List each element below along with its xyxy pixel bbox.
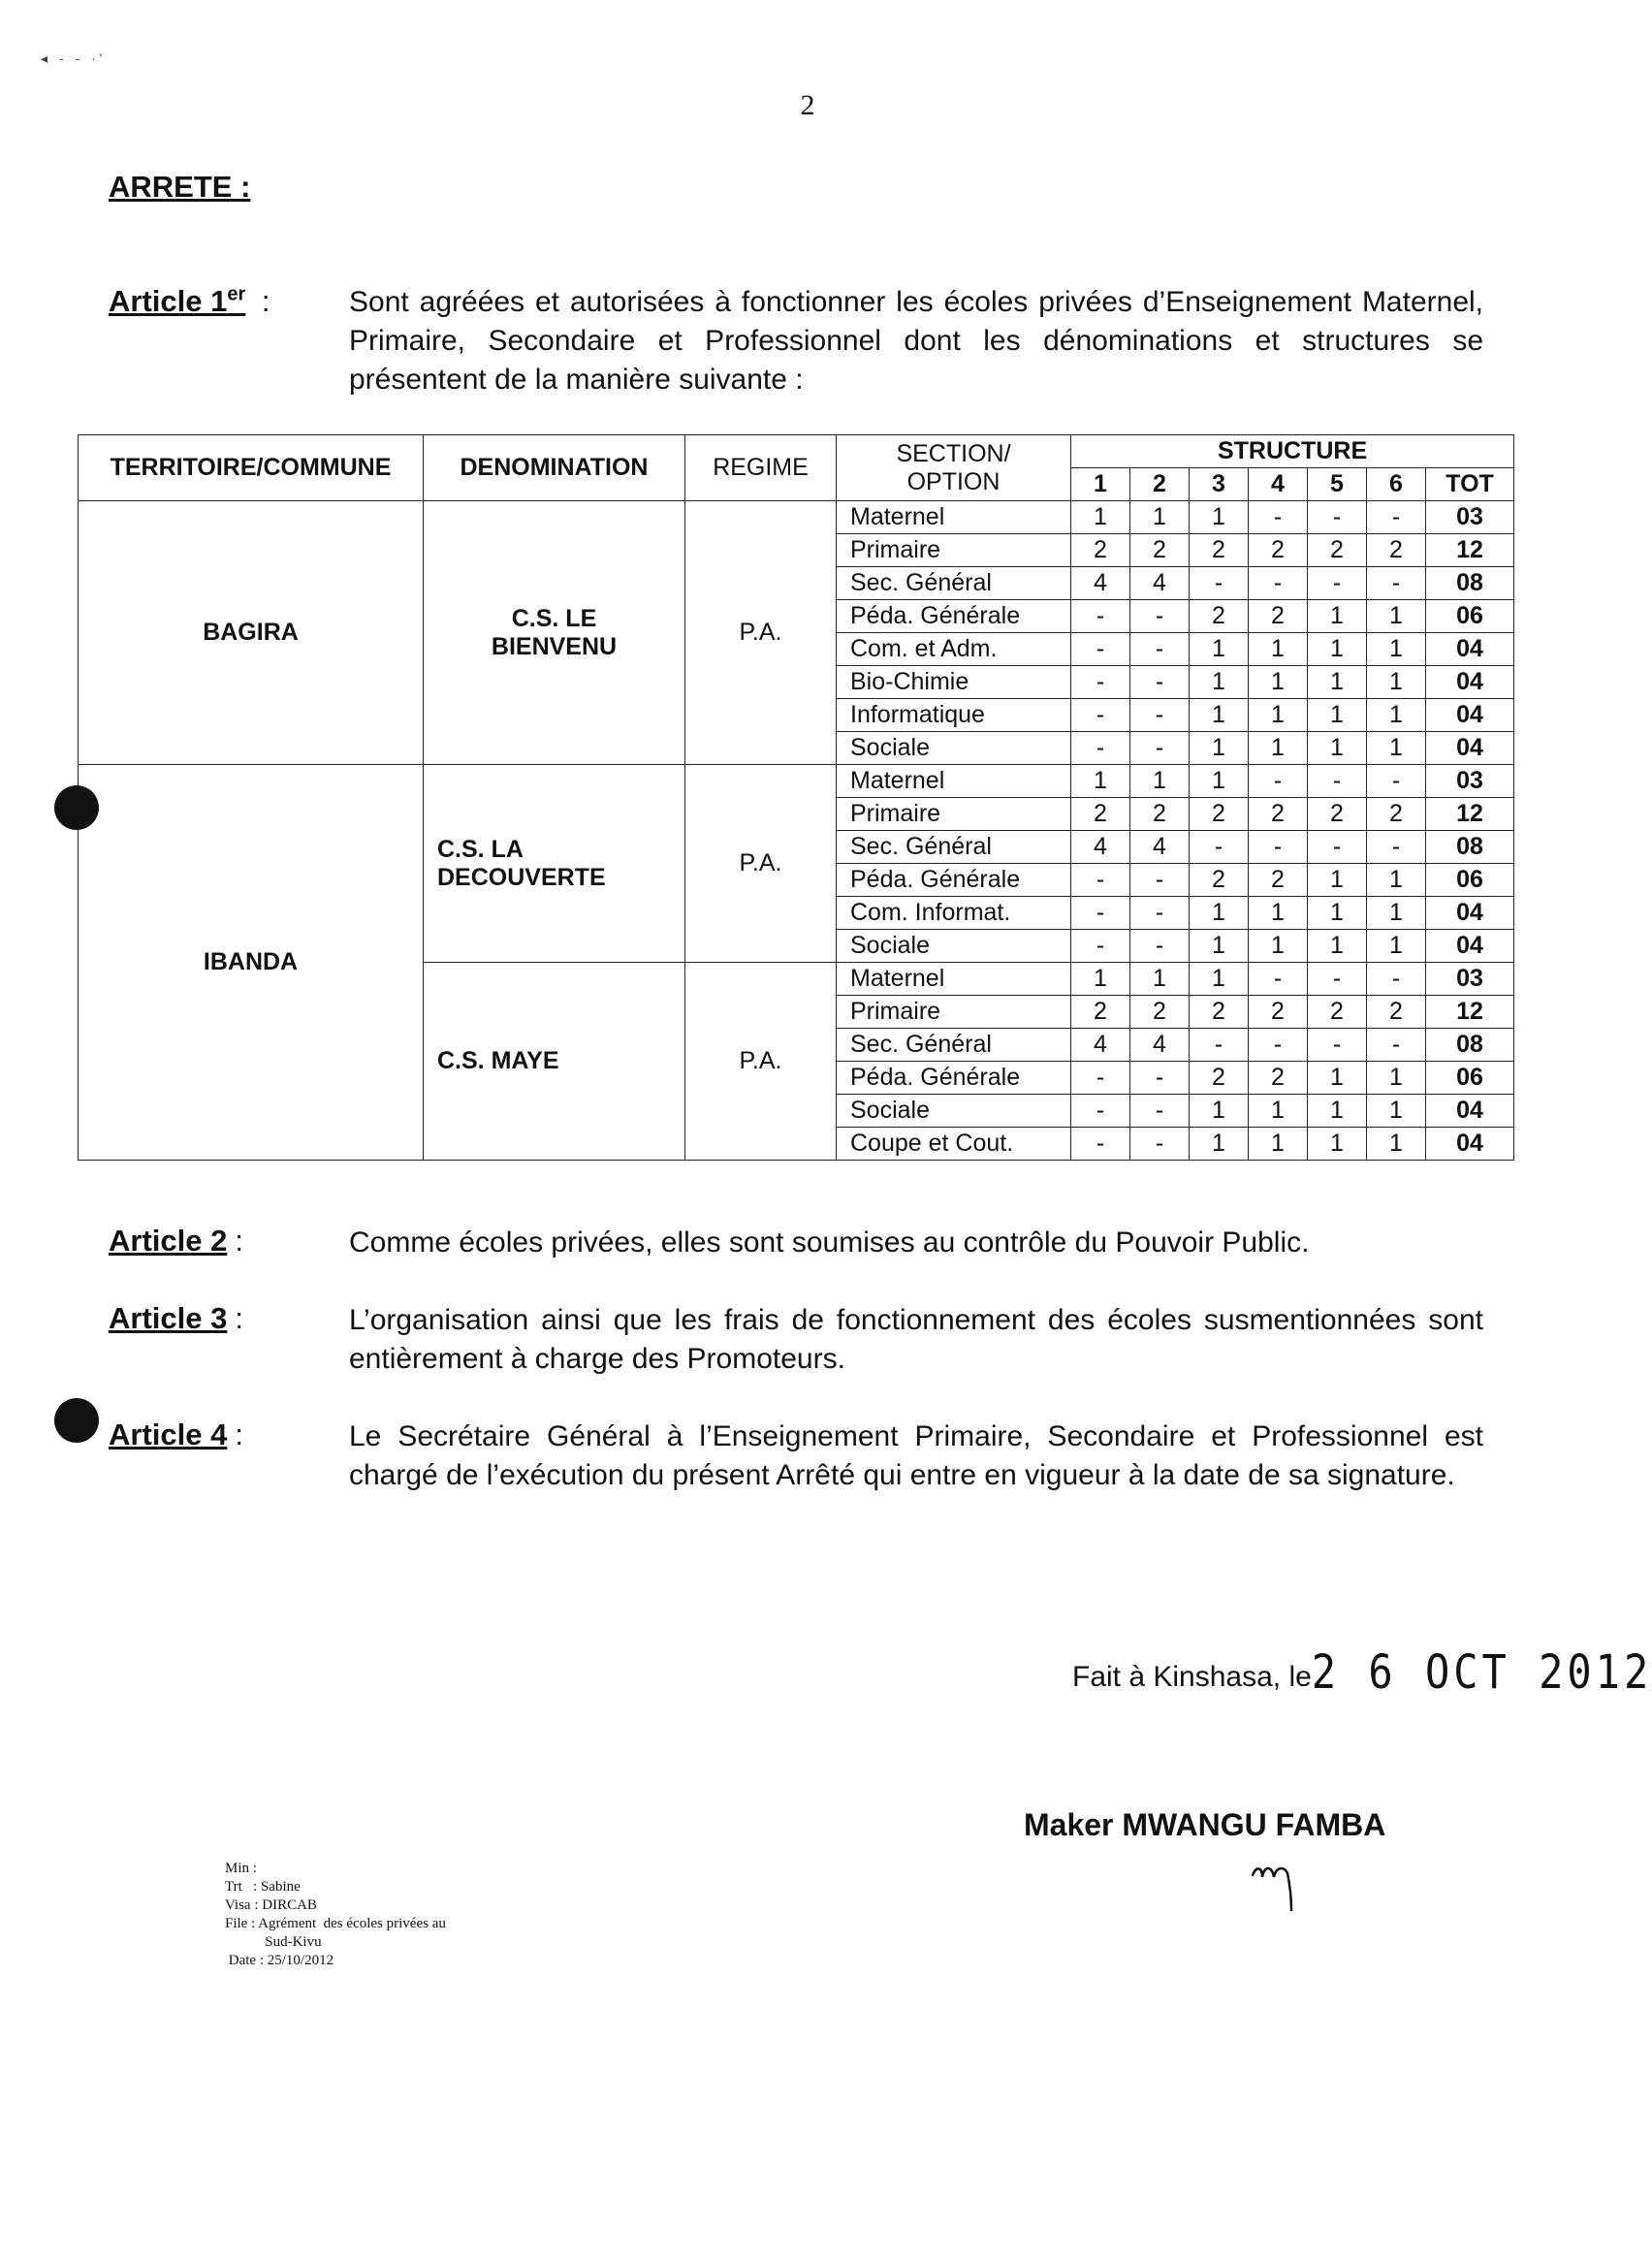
punch-hole-mark	[54, 785, 99, 830]
structure-cell: 2	[1071, 534, 1130, 567]
structure-cell: 1	[1190, 699, 1249, 732]
structure-cell: 1	[1308, 600, 1367, 633]
article-4-label: Article 4 :	[109, 1418, 243, 1451]
section-cell: Primaire	[837, 534, 1071, 567]
structure-cell: -	[1130, 930, 1190, 963]
structure-cell: 2	[1367, 798, 1426, 831]
regime-cell: P.A.	[685, 501, 837, 765]
total-cell: 06	[1426, 1062, 1514, 1095]
structure-cell: 1	[1367, 633, 1426, 666]
structure-cell: 1	[1190, 765, 1249, 798]
structure-cell: 1	[1190, 501, 1249, 534]
decree-heading: ARRETE :	[109, 170, 251, 204]
table-row	[79, 501, 1514, 534]
structure-cell: -	[1071, 600, 1130, 633]
section-cell: Maternel	[837, 765, 1071, 798]
scan-artifact: ◂ - - ·'	[41, 50, 107, 66]
structure-cell: 2	[1190, 534, 1249, 567]
structure-cell: 1	[1249, 930, 1308, 963]
structure-cell: 4	[1130, 567, 1190, 600]
structure-cell: -	[1308, 1029, 1367, 1062]
structure-cell: 1	[1190, 666, 1249, 699]
punch-hole-mark	[54, 1398, 99, 1443]
section-cell: Com. et Adm.	[837, 633, 1071, 666]
structure-cell: 2	[1367, 534, 1426, 567]
total-cell: 04	[1426, 930, 1514, 963]
structure-cell: -	[1367, 501, 1426, 534]
structure-cell: 1	[1249, 897, 1308, 930]
section-cell: Informatique	[837, 699, 1071, 732]
structure-cell: 2	[1249, 534, 1308, 567]
structure-cell: 1	[1367, 1095, 1426, 1128]
structure-cell: 2	[1249, 1062, 1308, 1095]
structure-cell: 2	[1190, 864, 1249, 897]
header-col-2: 2	[1130, 468, 1190, 501]
structure-cell: -	[1071, 633, 1130, 666]
structure-cell: 2	[1071, 996, 1130, 1029]
structure-cell: 2	[1190, 1062, 1249, 1095]
structure-cell: -	[1130, 897, 1190, 930]
article-3-label: Article 3 :	[109, 1301, 243, 1335]
footer-line: File : Agrément des écoles privées au	[225, 1916, 446, 1931]
section-cell: Primaire	[837, 798, 1071, 831]
structure-cell: 1	[1249, 633, 1308, 666]
territoire-cell: IBANDA	[79, 765, 424, 1161]
structure-cell: 2	[1249, 864, 1308, 897]
structure-cell: 2	[1308, 798, 1367, 831]
structure-cell: -	[1130, 732, 1190, 765]
total-cell: 04	[1426, 666, 1514, 699]
header-territoire: TERRITOIRE/COMMUNE	[79, 435, 424, 501]
structure-cell: 1	[1190, 963, 1249, 996]
footer-line: Date : 25/10/2012	[225, 1953, 334, 1968]
article-1-label: Article 1er :	[109, 284, 270, 319]
structure-cell: 1	[1249, 666, 1308, 699]
structure-cell: -	[1367, 831, 1426, 864]
section-cell: Péda. Générale	[837, 1062, 1071, 1095]
structure-cell: -	[1249, 831, 1308, 864]
structure-cell: 1	[1308, 1128, 1367, 1161]
total-cell: 06	[1426, 600, 1514, 633]
structure-cell: 1	[1308, 864, 1367, 897]
header-col-6: 6	[1367, 468, 1426, 501]
section-cell: Maternel	[837, 963, 1071, 996]
structure-cell: 2	[1190, 996, 1249, 1029]
structure-cell: 1	[1249, 699, 1308, 732]
structure-cell: 4	[1130, 831, 1190, 864]
structure-cell: -	[1190, 1029, 1249, 1062]
structure-cell: 1	[1367, 1128, 1426, 1161]
structure-cell: 1	[1367, 666, 1426, 699]
structure-cell: 1	[1308, 897, 1367, 930]
structure-cell: -	[1308, 765, 1367, 798]
structure-cell: 1	[1130, 765, 1190, 798]
footer-line: Sud-Kivu	[225, 1934, 322, 1950]
structure-cell: 1	[1190, 930, 1249, 963]
structure-cell: 2	[1130, 798, 1190, 831]
structure-cell: 1	[1308, 633, 1367, 666]
section-cell: Coupe et Cout.	[837, 1128, 1071, 1161]
total-cell: 12	[1426, 534, 1514, 567]
date-stamp: 2 6 OCT 2012	[1311, 1644, 1652, 1700]
structure-cell: -	[1130, 633, 1190, 666]
structure-cell: -	[1071, 1062, 1130, 1095]
structure-cell: 2	[1190, 600, 1249, 633]
table-row	[79, 765, 1514, 798]
structure-cell: 1	[1308, 930, 1367, 963]
structure-cell: 1	[1308, 699, 1367, 732]
structure-cell: 1	[1367, 897, 1426, 930]
article-2-text: Comme écoles privées, elles sont soumises au contrôle du Pouvoir Public.	[349, 1227, 1310, 1258]
section-cell: Sec. Général	[837, 1029, 1071, 1062]
structure-cell: -	[1071, 699, 1130, 732]
structure-cell: 1	[1308, 1095, 1367, 1128]
footer-line: Visa : DIRCAB	[225, 1897, 317, 1913]
total-cell: 08	[1426, 1029, 1514, 1062]
structure-cell: 1	[1367, 699, 1426, 732]
structure-cell: 2	[1249, 996, 1308, 1029]
structure-cell: 1	[1190, 732, 1249, 765]
structure-cell: -	[1130, 1128, 1190, 1161]
header-col-5: 5	[1308, 468, 1367, 501]
structure-cell: -	[1249, 963, 1308, 996]
total-cell: 12	[1426, 996, 1514, 1029]
structure-cell: 1	[1071, 765, 1130, 798]
structure-cell: -	[1130, 600, 1190, 633]
regime-cell: P.A.	[685, 765, 837, 963]
total-cell: 04	[1426, 633, 1514, 666]
total-cell: 03	[1426, 501, 1514, 534]
structure-cell: -	[1308, 963, 1367, 996]
structure-cell: 1	[1367, 864, 1426, 897]
structure-cell: -	[1130, 699, 1190, 732]
structure-cell: 1	[1367, 732, 1426, 765]
structure-cell: -	[1071, 897, 1130, 930]
header-denomination: DENOMINATION	[424, 435, 685, 501]
footer-reference	[225, 1860, 446, 1970]
total-cell: 06	[1426, 864, 1514, 897]
structure-cell: 1	[1308, 732, 1367, 765]
structure-cell: -	[1130, 864, 1190, 897]
structure-cell: 1	[1190, 1128, 1249, 1161]
total-cell: 04	[1426, 1095, 1514, 1128]
footer-line: Min :	[225, 1861, 257, 1876]
structure-cell: 1	[1190, 897, 1249, 930]
structure-cell: 1	[1071, 501, 1130, 534]
total-cell: 04	[1426, 1128, 1514, 1161]
structure-cell: -	[1130, 1062, 1190, 1095]
article-2-label: Article 2 :	[109, 1224, 243, 1258]
structure-cell: -	[1249, 501, 1308, 534]
structure-cell: -	[1190, 831, 1249, 864]
structure-cell: -	[1071, 732, 1130, 765]
header-structure: STRUCTURE	[1071, 435, 1514, 468]
place-and-date: Fait à Kinshasa, le2 6 OCT 2012	[1072, 1644, 1652, 1700]
structure-cell: 1	[1367, 930, 1426, 963]
structure-cell: 1	[1249, 1128, 1308, 1161]
structure-cell: 1	[1130, 963, 1190, 996]
structure-cell: -	[1071, 864, 1130, 897]
structure-cell: 1	[1190, 1095, 1249, 1128]
header-regime: REGIME	[685, 435, 837, 501]
structure-cell: -	[1367, 963, 1426, 996]
section-cell: Maternel	[837, 501, 1071, 534]
total-cell: 12	[1426, 798, 1514, 831]
structure-cell: -	[1249, 765, 1308, 798]
structure-cell: 1	[1367, 1062, 1426, 1095]
structure-cell: 2	[1308, 534, 1367, 567]
section-cell: Sociale	[837, 732, 1071, 765]
structure-cell: -	[1308, 831, 1367, 864]
structure-cell: 2	[1071, 798, 1130, 831]
structure-cell: 1	[1190, 633, 1249, 666]
structure-cell: 1	[1130, 501, 1190, 534]
signer-name: Maker MWANGU FAMBA	[1024, 1807, 1386, 1842]
section-cell: Bio-Chimie	[837, 666, 1071, 699]
section-cell: Sociale	[837, 1095, 1071, 1128]
territoire-cell: BAGIRA	[79, 501, 424, 765]
footer-line: Trt : Sabine	[225, 1879, 301, 1895]
structure-cell: 2	[1130, 534, 1190, 567]
section-cell: Péda. Générale	[837, 600, 1071, 633]
structure-cell: 1	[1249, 1095, 1308, 1128]
structure-cell: -	[1130, 1095, 1190, 1128]
section-cell: Com. Informat.	[837, 897, 1071, 930]
denomination-cell: C.S. MAYE	[424, 963, 685, 1161]
structure-cell: -	[1071, 1095, 1130, 1128]
total-cell: 04	[1426, 897, 1514, 930]
structure-cell: 2	[1367, 996, 1426, 1029]
section-cell: Péda. Générale	[837, 864, 1071, 897]
denomination-cell: C.S. LA DECOUVERTE	[424, 765, 685, 963]
section-cell: Primaire	[837, 996, 1071, 1029]
structure-cell: 4	[1071, 1029, 1130, 1062]
structure-cell: 1	[1308, 666, 1367, 699]
total-cell: 08	[1426, 567, 1514, 600]
page-number: 2	[800, 89, 815, 121]
structure-cell: -	[1071, 1128, 1130, 1161]
structure-cell: -	[1367, 567, 1426, 600]
denomination-cell: C.S. LE BIENVENU	[424, 501, 685, 765]
structure-cell: -	[1367, 765, 1426, 798]
structure-cell: 4	[1071, 567, 1130, 600]
structure-cell: 2	[1308, 996, 1367, 1029]
handwritten-initials	[1249, 1860, 1307, 1916]
article-3-text: L’organisation ainsi que les frais de fonctionnement des écoles susmentionnées sont entièrement à charge des Promoteurs.	[349, 1304, 1483, 1375]
structure-cell: -	[1308, 567, 1367, 600]
structure-cell: -	[1249, 567, 1308, 600]
total-cell: 04	[1426, 699, 1514, 732]
structure-cell: -	[1308, 501, 1367, 534]
structure-cell: 1	[1367, 600, 1426, 633]
structure-cell: 4	[1130, 1029, 1190, 1062]
structure-cell: 4	[1071, 831, 1130, 864]
total-cell: 04	[1426, 732, 1514, 765]
structure-cell: -	[1071, 666, 1130, 699]
header-col-tot: TOT	[1426, 468, 1514, 501]
total-cell: 03	[1426, 963, 1514, 996]
structure-cell: 2	[1190, 798, 1249, 831]
header-col-4: 4	[1249, 468, 1308, 501]
structure-cell: -	[1130, 666, 1190, 699]
regime-cell: P.A.	[685, 963, 837, 1161]
total-cell: 03	[1426, 765, 1514, 798]
school-structure-table	[78, 434, 1514, 1161]
section-cell: Sociale	[837, 930, 1071, 963]
total-cell: 08	[1426, 831, 1514, 864]
structure-cell: 2	[1249, 798, 1308, 831]
structure-cell: 2	[1249, 600, 1308, 633]
structure-cell: -	[1367, 1029, 1426, 1062]
article-4-text: Le Secrétaire Général à l’Enseignement Primaire, Secondaire et Professionnel est chargé de l’exécution du présent Arrêté qui entre en vigueur à la date de sa signature.	[349, 1420, 1483, 1491]
section-cell: Sec. Général	[837, 567, 1071, 600]
structure-cell: 1	[1071, 963, 1130, 996]
structure-cell: -	[1190, 567, 1249, 600]
structure-cell: 1	[1249, 732, 1308, 765]
structure-cell: -	[1249, 1029, 1308, 1062]
section-cell: Sec. Général	[837, 831, 1071, 864]
structure-cell: 1	[1308, 1062, 1367, 1095]
header-section-option: SECTION/ OPTION	[837, 435, 1071, 501]
header-col-3: 3	[1190, 468, 1249, 501]
header-col-1: 1	[1071, 468, 1130, 501]
structure-cell: 2	[1130, 996, 1190, 1029]
structure-cell: -	[1071, 930, 1130, 963]
article-1-text: Sont agréées et autorisées à fonctionner les écoles privées d’Enseignement Maternel, Primaire, Secondaire et Professionnel dont les dénominations et structures se présentent de la manière suivante :	[349, 286, 1483, 396]
